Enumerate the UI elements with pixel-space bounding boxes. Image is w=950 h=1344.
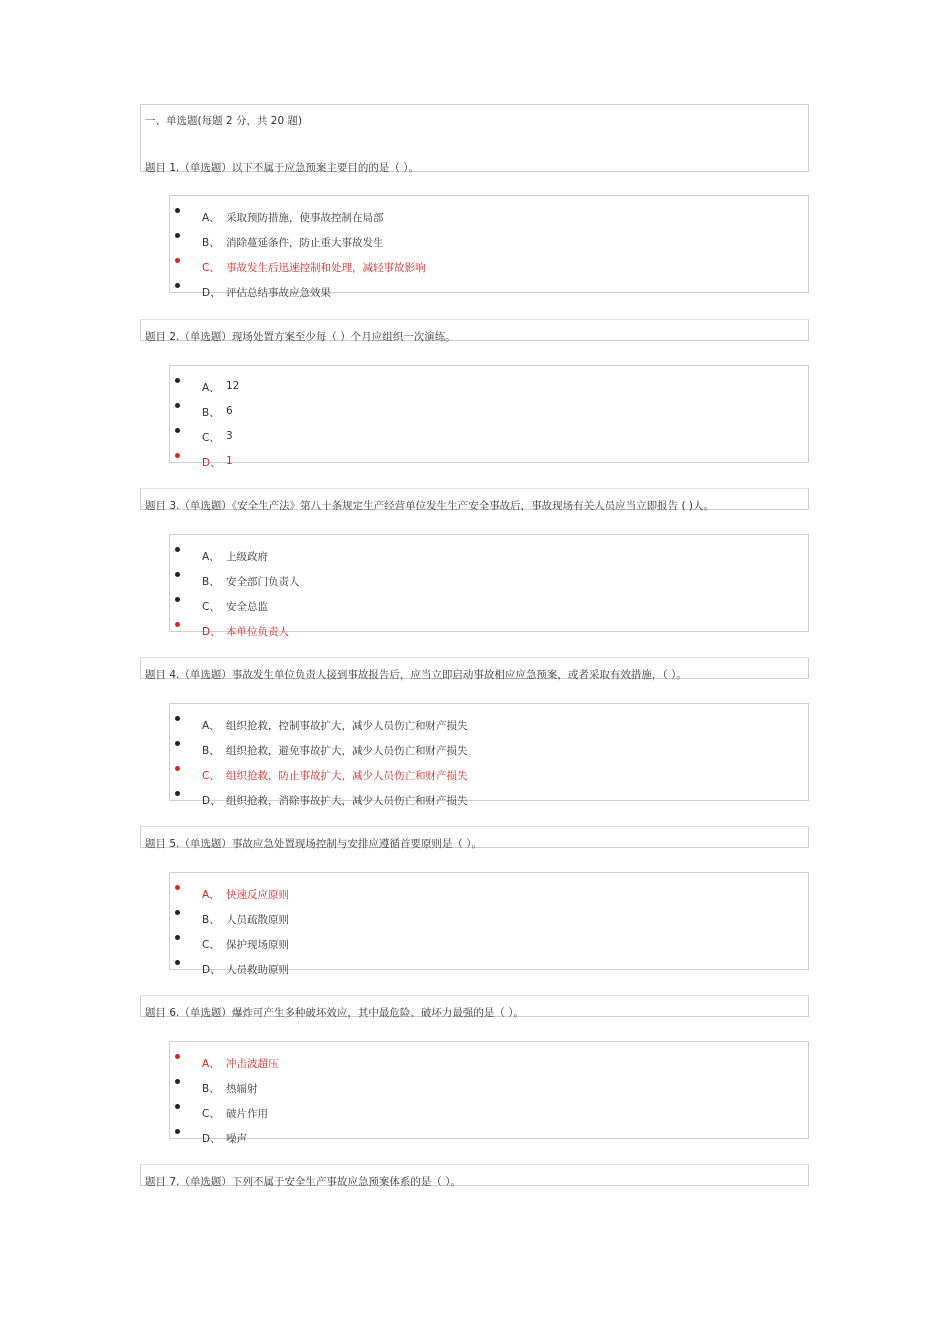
option-letter: A、 — [202, 551, 220, 563]
option-letter: D、 — [202, 457, 221, 469]
section-title: 一、单选题(每题 2 分，共 20 题) — [145, 115, 303, 127]
question-6-option-c[interactable] — [170, 1104, 808, 1129]
question-3-option-d[interactable] — [170, 622, 808, 647]
option-text: 采取预防措施，使事故控制在局部 — [226, 212, 384, 224]
question-2 — [140, 319, 809, 341]
bullet-icon — [175, 935, 180, 940]
option-letter: D、 — [202, 626, 221, 638]
question-4-options — [169, 703, 809, 807]
option-letter: B、 — [202, 237, 220, 249]
bullet-icon — [175, 622, 180, 627]
question-3-option-b[interactable] — [170, 572, 808, 597]
option-text: 安全部门负责人 — [226, 576, 300, 588]
question-7-text: 题目 7.（单选题）下列不属于安全生产事故应急预案体系的是（ ）。 — [145, 1176, 461, 1188]
bullet-icon — [175, 233, 180, 238]
option-text: 事故发生后迅速控制和处理，减轻事故影响 — [226, 262, 426, 274]
question-2-option-a[interactable] — [170, 378, 808, 403]
question-2-option-c[interactable] — [170, 428, 808, 453]
bullet-icon — [175, 258, 180, 263]
option-text: 组织抢救，防止事故扩大，减少人员伤亡和财产损失 — [226, 770, 468, 782]
question-1-option-a[interactable] — [170, 208, 808, 233]
question-1-options — [169, 195, 809, 299]
bullet-icon — [175, 597, 180, 602]
option-letter: C、 — [202, 601, 220, 613]
option-text: 本单位负责人 — [226, 626, 289, 638]
option-text: 安全总监 — [226, 601, 268, 613]
option-text: 快速反应原则 — [226, 889, 289, 901]
question-4-text: 题目 4.（单选题）事故发生单位负责人接到事故报告后，应当立即启动事故相应应急预案，或者采取有效措施，（ ）。 — [145, 669, 687, 681]
bullet-icon — [175, 885, 180, 890]
question-2-option-b[interactable] — [170, 403, 808, 428]
question-6-option-a[interactable] — [170, 1054, 808, 1079]
option-text: 消除蔓延条件，防止重大事故发生 — [226, 237, 384, 249]
question-6-text: 题目 6.（单选题）爆炸可产生多种破坏效应，其中最危险、破坏力最强的是（ ）。 — [145, 1007, 524, 1019]
option-text: 人员救助原则 — [226, 964, 289, 976]
bullet-icon — [175, 453, 180, 458]
question-4-option-d[interactable] — [170, 791, 808, 816]
bullet-icon — [175, 1129, 180, 1134]
option-text: 12 — [226, 380, 240, 392]
option-text: 6 — [226, 405, 233, 417]
bullet-icon — [175, 1104, 180, 1109]
option-letter: D、 — [202, 1133, 221, 1145]
question-3 — [140, 488, 809, 510]
bullet-icon — [175, 378, 180, 383]
option-letter: C、 — [202, 770, 220, 782]
bullet-icon — [175, 766, 180, 771]
question-6-option-b[interactable] — [170, 1079, 808, 1104]
bullet-icon — [175, 1079, 180, 1084]
bullet-icon — [175, 791, 180, 796]
option-text: 评估总结事故应急效果 — [226, 287, 331, 299]
option-text: 组织抢救，避免事故扩大，减少人员伤亡和财产损失 — [226, 745, 468, 757]
option-text: 组织抢救，控制事故扩大，减少人员伤亡和财产损失 — [226, 720, 468, 732]
bullet-icon — [175, 741, 180, 746]
bullet-icon — [175, 283, 180, 288]
question-5-option-d[interactable] — [170, 960, 808, 985]
option-letter: C、 — [202, 432, 220, 444]
bullet-icon — [175, 572, 180, 577]
question-3-text: 题目 3.（单选题）《安全生产法》第八十条规定生产经营单位发生生产安全事故后，事故现场有关人员应当立即报告 ( )人。 — [145, 500, 714, 512]
option-letter: D、 — [202, 287, 221, 299]
option-text: 1 — [226, 455, 233, 467]
question-3-option-c[interactable] — [170, 597, 808, 622]
question-7 — [140, 1164, 809, 1186]
option-letter: A、 — [202, 720, 220, 732]
option-letter: D、 — [202, 964, 221, 976]
question-1-option-d[interactable] — [170, 283, 808, 308]
question-1-text: 题目 1.（单选题）以下不属于应急预案主要目的的是（ ）。 — [145, 162, 419, 174]
question-5-option-c[interactable] — [170, 935, 808, 960]
option-letter: A、 — [202, 382, 220, 394]
question-1-option-c[interactable] — [170, 258, 808, 283]
question-5 — [140, 826, 809, 848]
option-text: 噪声 — [226, 1133, 247, 1145]
question-4-option-a[interactable] — [170, 716, 808, 741]
question-5-options — [169, 872, 809, 976]
option-text: 冲击波超压 — [226, 1058, 279, 1070]
question-1-option-b[interactable] — [170, 233, 808, 258]
bullet-icon — [175, 1054, 180, 1059]
bullet-icon — [175, 716, 180, 721]
option-letter: D、 — [202, 795, 221, 807]
question-2-text: 题目 2.（单选题）现场处置方案至少每（ ）个月应组织一次演练。 — [145, 331, 456, 343]
option-letter: B、 — [202, 914, 220, 926]
bullet-icon — [175, 428, 180, 433]
option-text: 上级政府 — [226, 551, 268, 563]
question-4-option-b[interactable] — [170, 741, 808, 766]
question-4-option-c[interactable] — [170, 766, 808, 791]
option-letter: B、 — [202, 576, 220, 588]
question-6 — [140, 995, 809, 1017]
option-text: 热辐射 — [226, 1083, 258, 1095]
option-letter: C、 — [202, 1108, 220, 1120]
option-letter: B、 — [202, 1083, 220, 1095]
option-text: 3 — [226, 430, 233, 442]
option-letter: B、 — [202, 745, 220, 757]
question-5-text: 题目 5.（单选题）事故应急处置现场控制与安排应遵循首要原则是（ ）。 — [145, 838, 482, 850]
bullet-icon — [175, 960, 180, 965]
option-text: 破片作用 — [226, 1108, 268, 1120]
question-5-option-a[interactable] — [170, 885, 808, 910]
option-letter: B、 — [202, 407, 220, 419]
question-3-options — [169, 534, 809, 638]
option-letter: C、 — [202, 939, 220, 951]
question-2-options — [169, 365, 809, 469]
option-letter: A、 — [202, 889, 220, 901]
section-header — [140, 104, 809, 172]
option-letter: A、 — [202, 212, 220, 224]
question-4 — [140, 657, 809, 679]
option-text: 人员疏散原则 — [226, 914, 289, 926]
question-6-option-d[interactable] — [170, 1129, 808, 1154]
option-letter: C、 — [202, 262, 220, 274]
question-6-options — [169, 1041, 809, 1145]
bullet-icon — [175, 910, 180, 915]
bullet-icon — [175, 208, 180, 213]
question-2-option-d[interactable] — [170, 453, 808, 478]
bullet-icon — [175, 547, 180, 552]
option-text: 保护现场原则 — [226, 939, 289, 951]
bullet-icon — [175, 403, 180, 408]
question-3-option-a[interactable] — [170, 547, 808, 572]
question-5-option-b[interactable] — [170, 910, 808, 935]
option-letter: A、 — [202, 1058, 220, 1070]
option-text: 组织抢救，消除事故扩大，减少人员伤亡和财产损失 — [226, 795, 468, 807]
